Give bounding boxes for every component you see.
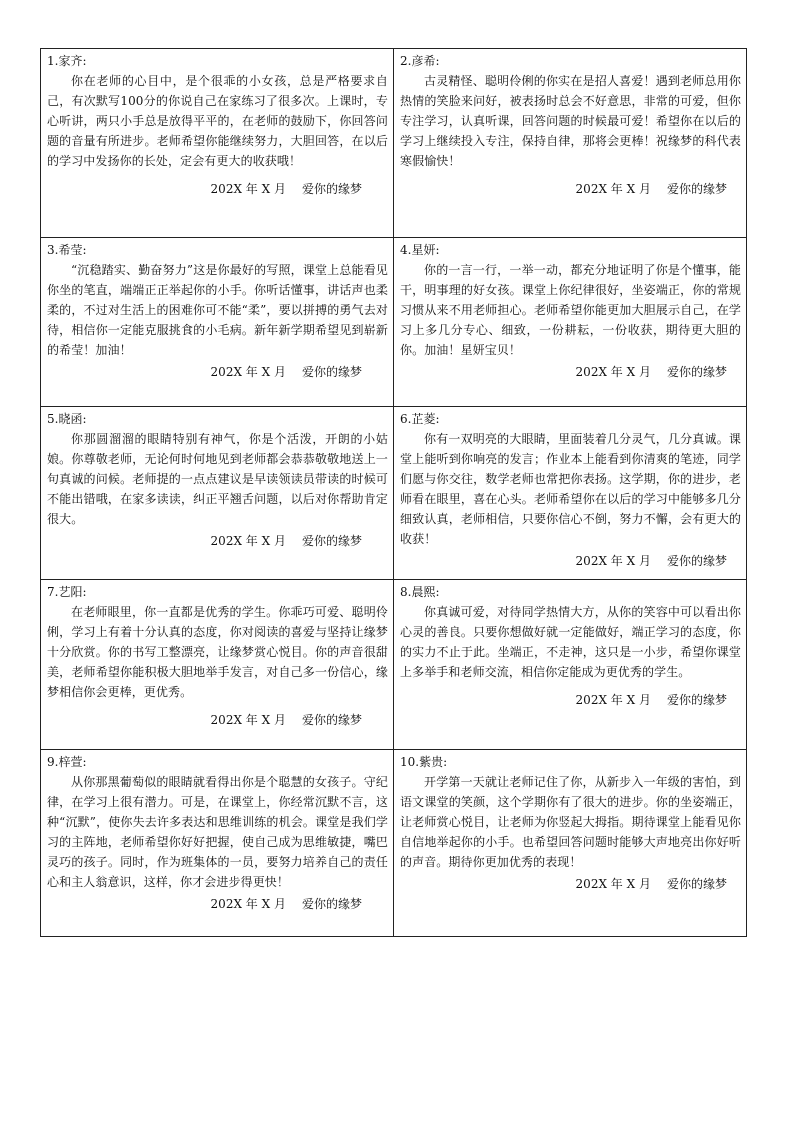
signature-date: 202X 年 X 月: [210, 897, 286, 911]
comment-cell: [41, 238, 394, 407]
student-name: 8.晨熙:: [400, 585, 440, 599]
student-name: 5.晓函:: [47, 412, 87, 426]
signature-from: 爱你的缘梦: [666, 365, 727, 379]
signature-date: 202X 年 X 月: [575, 693, 651, 707]
comment-cell: [41, 49, 394, 238]
signature: [400, 179, 741, 199]
comment-text: 从你那黑葡萄似的眼睛就看得出你是个聪慧的女孩子。守纪律，在学习上很有潜力。可是，在课堂上，你经常沉默不言，这种“沉默”，使你失去许多表达和思维训练的机会。课堂是我们学习的主阵地，老师希望你好好把握，使自己成为思维敏捷，嘴巴灵巧的孩子。同时，作为班集体的一员，要努力培养自己的责任心和主人翁意识，这样，你才会进步得更快！: [47, 775, 388, 889]
signature-date: 202X 年 X 月: [210, 365, 286, 379]
comment-text: 在老师眼里，你一直都是优秀的学生。你乖巧可爱、聪明伶俐，学习上有着十分认真的态度，你对阅读的喜爱与坚持让缘梦十分欣赏。你的书写工整漂亮，让缘梦赏心悦目。你的声音很甜美，老师希望你能积极大胆地举手发言，对自己多一份信心，缘梦相信你会更棒，更优秀。: [47, 605, 388, 699]
signature-from: 爱你的缘梦: [301, 897, 362, 911]
comment-cell: [394, 49, 747, 238]
signature-from: 爱你的缘梦: [301, 365, 362, 379]
signature: [47, 362, 388, 382]
signature-from: 爱你的缘梦: [666, 877, 727, 891]
table-row: [41, 238, 747, 407]
comment-text: 你真诚可爱，对待同学热情大方，从你的笑容中可以看出你心灵的善良。只要你想做好就一定能做好，端正学习的态度，你的实力不止于此。坐端正，不走神，这只是一小步，希望你课堂上多举手和老师交流，相信你定能成为更优秀的学生。: [400, 605, 741, 679]
signature: [400, 690, 741, 710]
signature: [400, 551, 741, 571]
signature: [47, 710, 388, 730]
student-name: 6.芷菱:: [400, 412, 440, 426]
signature-date: 202X 年 X 月: [210, 713, 286, 727]
comment-cell: [394, 750, 747, 937]
table-row: [41, 49, 747, 238]
comment-text: “沉稳踏实、勤奋努力”这是你最好的写照，课堂上总能看见你坐的笔直，端端正正举起你的小手。你听话懂事，讲话声也柔柔的，不过对生活上的困难你可不能“柔”，要以拼搏的勇气去对待，相信你一定能克服挑食的小毛病。新年新学期希望见到崭新的希莹！加油！: [47, 263, 388, 357]
signature: [400, 362, 741, 382]
signature-from: 爱你的缘梦: [301, 534, 362, 548]
comments-table: [40, 48, 747, 937]
student-name: 10.紫贵:: [400, 755, 448, 769]
signature-date: 202X 年 X 月: [575, 877, 651, 891]
signature-from: 爱你的缘梦: [666, 693, 727, 707]
student-name: 9.梓萱:: [47, 755, 87, 769]
student-name: 7.艺阳:: [47, 585, 87, 599]
comment-cell: [394, 407, 747, 580]
student-name: 3.希莹:: [47, 243, 87, 257]
signature-date: 202X 年 X 月: [575, 554, 651, 568]
signature-from: 爱你的缘梦: [666, 182, 727, 196]
signature-date: 202X 年 X 月: [210, 534, 286, 548]
comment-text: 你在老师的心目中，是个很乖的小女孩，总是严格要求自己，有次默写100分的你说自己在家练习了很多次。上课时，专心听讲，两只小手总是放得平平的，在老师的鼓励下，你回答问题的音量有所进步。老师希望你能继续努力，大胆回答，在以后的学习中发扬你的长处，定会有更大的收获哦！: [47, 74, 388, 168]
comment-text: 你的一言一行，一举一动，都充分地证明了你是个懂事，能干，明事理的好女孩。课堂上你纪律很好，坐姿端正，你的常规习惯从来不用老师担心。老师希望你能更加大胆展示自己，在学习上多几分专心、细致，一份耕耘，一份收获，期待更大胆的你。加油！星妍宝贝！: [400, 263, 741, 357]
student-name: 4.星妍:: [400, 243, 440, 257]
signature: [47, 531, 388, 551]
student-name: 1.家齐:: [47, 54, 87, 68]
signature-from: 爱你的缘梦: [666, 554, 727, 568]
comment-text: 你有一双明亮的大眼睛，里面装着几分灵气，几分真诚。课堂上能听到你响亮的发言；作业本上能看到你清爽的笔迹，同学们愿与你交往，数学老师也常把你表扬。这学期，你的进步，老师看在眼里，喜在心头。老师希望你在以后的学习中能够多几分细致认真，老师相信，只要你信心不倒，努力不懈，会有更大的收获！: [400, 432, 741, 546]
table-row: [41, 407, 747, 580]
student-name: 2.彦希:: [400, 54, 440, 68]
signature-date: 202X 年 X 月: [210, 182, 286, 196]
comment-cell: [41, 407, 394, 580]
signature: [47, 179, 388, 199]
table-row: [41, 750, 747, 937]
comment-cell: [394, 580, 747, 750]
signature-date: 202X 年 X 月: [575, 182, 651, 196]
table-row: [41, 580, 747, 750]
comment-text: 你那圆溜溜的眼睛特别有神气，你是个活泼，开朗的小姑娘。你尊敬老师，无论何时何地见到老师都会恭恭敬敬地送上一句真诚的问候。老师提的一点点建议是早读领读员带读的时候可不能出错哦，在家多读读，纠正平翘舌问题，以后对你帮助肯定很大。: [47, 432, 388, 526]
signature: [47, 894, 388, 914]
comment-cell: [41, 750, 394, 937]
comment-cell: [41, 580, 394, 750]
signature-from: 爱你的缘梦: [301, 182, 362, 196]
comment-cell: [394, 238, 747, 407]
signature-date: 202X 年 X 月: [575, 365, 651, 379]
signature: [400, 874, 741, 894]
signature-from: 爱你的缘梦: [301, 713, 362, 727]
comment-text: 古灵精怪、聪明伶俐的你实在是招人喜爱！遇到老师总用你热情的笑脸来问好，被表扬时总会不好意思，非常的可爱，但你专注学习，认真听课，回答问题的时候最可爱！希望你在以后的学习上继续投入专注，保持自律，那将会更棒！祝缘梦的科代表寒假愉快！: [400, 74, 741, 168]
comment-text: 开学第一天就让老师记住了你，从新步入一年级的害怕，到语文课堂的笑颜，这个学期你有了很大的进步。你的坐姿端正，让老师赏心悦目，让老师为你竖起大拇指。期待课堂上能看见你自信地举起你的小手。也希望回答问题时能够大声地亮出你好听的声音。期待你更加优秀的表现！: [400, 775, 741, 869]
